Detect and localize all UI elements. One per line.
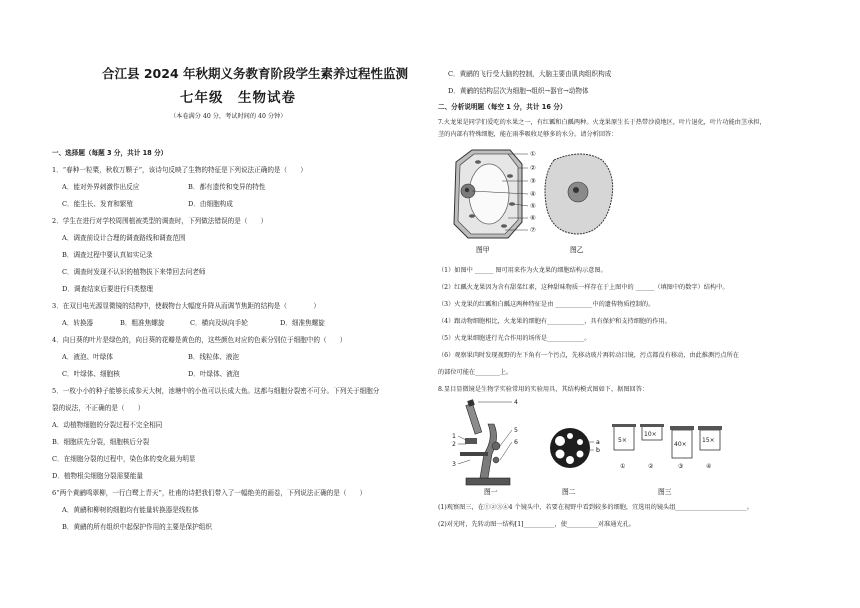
q2-option-a: A．调查前设计合理的调查路线和调查范围 (62, 234, 186, 242)
mic-label-6: 6 (514, 439, 518, 446)
lens-mag-4: 15× (702, 437, 715, 444)
disc-label-b: b (596, 447, 600, 454)
section2-heading: 二、分析说明题（每空 1 分，共计 16 分） (438, 103, 567, 111)
microscope-figure (448, 398, 748, 496)
mic-label-3: 3 (452, 461, 456, 468)
q5-option-d: D．植物根尖细胞分裂需要能量 (52, 472, 144, 480)
lens-mag-3: 40× (674, 441, 687, 448)
plant-cell-diagram (454, 150, 522, 238)
q6-option-a: A．黄鹂和柳树的细胞均有能量转换器是线粒体 (62, 506, 199, 514)
lens-num-2: ② (648, 463, 654, 470)
q3-stem: 3．在双目电光源显微镜的结构中，使载物台大幅度升降从而调节焦距的结构是（ ） (52, 302, 320, 310)
lens-num-1: ① (620, 463, 626, 470)
diaphragm-disc-diagram (550, 428, 594, 468)
mic-label-1: 1 (452, 433, 456, 440)
mic-label-2: 2 (452, 441, 456, 448)
fig-one-caption: 图一 (484, 488, 498, 496)
q7-sub4: （4）跟动物细胞相比，火龙果的细胞有____________，具有保护和支持细胞的作用。 (438, 318, 671, 325)
q7-intro-line2: 茎的内部有特殊细胞，能在雨季吸收足够多的水分。请分析回答： (438, 131, 618, 138)
label-7: ⑦ (530, 226, 536, 234)
lens-mag-2: 10× (644, 431, 657, 438)
label-6: ⑥ (530, 214, 536, 222)
q6-stem: 6“两个黄鹂鸣翠柳，一行白鹭上青天”，杜甫的诗把我们带入了一幅绝美的画卷，下列说法正确的是（ ） (52, 489, 367, 497)
q8-sub2: (2)对光时，先转动图一结构[1]__________，使__________对准通光孔。 (438, 521, 635, 528)
lens-num-3: ③ (678, 463, 684, 470)
animal-cell-diagram (545, 154, 613, 234)
fig-yi-caption: 图乙 (570, 246, 584, 254)
q8-intro: 8.显目显微镜是生物学实验常用的实验用具，其结构模式图如下，据图回答： (438, 386, 649, 393)
label-5: ⑤ (530, 202, 536, 210)
fig-jia-caption: 图甲 (476, 246, 490, 254)
q5-option-c: C．在细胞分裂的过程中，染色体的变化最为明显 (52, 455, 196, 463)
q2-option-b: B．调查过程中要认真如实记录 (62, 251, 153, 259)
q4-option-c: C．叶绿体、细胞核 (62, 370, 120, 378)
q1-option-b: B．都有遗传和变异的特性 (188, 183, 266, 191)
fig-two-caption: 图二 (562, 488, 576, 496)
fig-three-caption: 图三 (658, 488, 672, 496)
label-2: ② (530, 164, 536, 172)
q2-option-c: C．调查时发现不认识的植物拔下来带回去问老师 (62, 268, 206, 276)
q7-sub6-line2: 的部位可能在________上。 (438, 369, 513, 376)
microscope-diagram (460, 399, 510, 485)
label-3: ③ (530, 177, 536, 185)
q4-option-d: D．叶绿体、液泡 (188, 370, 240, 378)
q5-option-b: B．细胞质先分裂，细胞核后分裂 (52, 438, 150, 446)
lens-num-4: ④ (706, 463, 712, 470)
q1-option-d: D．由细胞构成 (188, 200, 233, 208)
q1-option-c: C．能生长、发育和繁殖 (62, 200, 133, 208)
q7-sub3: （3）火龙果的红瓤和白瓤这两种特征是由 ____________中的遗传物质控制的。 (438, 301, 655, 308)
q4-option-a: A．液泡、叶绿体 (62, 353, 113, 361)
q5-stem-line1: 5．一枚小小的种子能够长成参天大树，池塘中的小鱼可以长成大鱼。这都与细胞分裂密不可分。下列关于细胞分 (52, 387, 380, 395)
cell-figure (442, 146, 622, 258)
label-4: ④ (530, 190, 536, 198)
q3-option-b: B．粗准焦螺旋 (120, 319, 165, 327)
figure-number-labels (530, 150, 536, 234)
label-1: ① (530, 150, 536, 158)
exam-subtitle: 七年级 生物试卷 (180, 90, 296, 106)
q2-option-d: D．调查结束后要进行归类整理 (62, 285, 154, 293)
q7-sub6-line1: （6）观察果肉时发现视野的左下角有一个污点，先移动玻片再转动目镜，污点都没有移动，由此推测污点所在 (438, 352, 739, 359)
q6-option-b: B．黄鹂的所有组织中起保护作用的主要是保护组织 (62, 523, 212, 531)
q4-option-b: B．线粒体、液泡 (188, 353, 240, 361)
section1-heading: 一、选择题（每题 3 分，共计 18 分） (52, 149, 168, 157)
q7-sub5: （5）火龙果细胞进行光合作用的场所是____________。 (438, 335, 591, 342)
lens-mag-1: 5× (618, 437, 627, 444)
q5-option-a: A．动植物细胞的分裂过程不完全相同 (52, 421, 163, 429)
q5-stem-line2: 裂的说法，不正确的是（ ） (52, 404, 145, 412)
q3-option-a: A．转换器 (62, 319, 94, 327)
q7-intro-line1: 7.火龙果是同学们爱吃的水果之一，有红瓤和白瓤两种。火龙果原生长于热带沙漠地区，叶片退化，叶片功能由茎承担， (438, 119, 766, 126)
disc-label-a: a (596, 439, 600, 446)
q7-sub2: （2）红瓤火龙果因为含有甜菜红素，这种甜味物质一样存在于上图中的 ______（填图中的数字）结构中。 (438, 284, 729, 291)
mic-label-4: 4 (514, 399, 518, 406)
q8-sub1: (1)观察图三，在①②③④4 个镜头中，若要在视野中看到较多的细胞，宜选用的镜头组_______________________。 (438, 504, 753, 511)
q3-option-d: D．细准焦螺旋 (280, 319, 325, 327)
q2-stem: 2．学生在进行对学校周围植被类型的调查时，下列做法错误的是（ ） (52, 217, 268, 225)
exam-note: （本卷满分 40 分，考试时间的 40 分钟） (170, 113, 287, 120)
q7-sub1: （1）如图中 ______ 图可用来作为火龙果的细胞结构示意图。 (438, 267, 607, 274)
q4-stem: 4．向日葵的叶片是绿色的，向日葵的花瓣是黄色的，这些颜色对应的色素分别位于细胞中的（ ） (52, 336, 347, 344)
q6-option-c: C．黄鹂的飞行受大脑的控制，大脑主要由肌肉组织构成 (448, 70, 612, 78)
q1-option-a: A．能对外界刺激作出反应 (62, 183, 140, 191)
q3-option-c: C．横向及纵向手轮 (190, 319, 248, 327)
q1-stem: 1．“春种一粒粟，秋收万颗子”，该诗句反映了生物的特征是下列说法正确的是（ ） (52, 166, 307, 174)
mic-label-5: 5 (514, 427, 518, 434)
exam-title: 合江县 2024 年秋期义务教育阶段学生素养过程性监测 (102, 66, 408, 81)
q6-option-d: D．黄鹂的结构层次为细胞→组织→器官→动物体 (448, 87, 589, 95)
